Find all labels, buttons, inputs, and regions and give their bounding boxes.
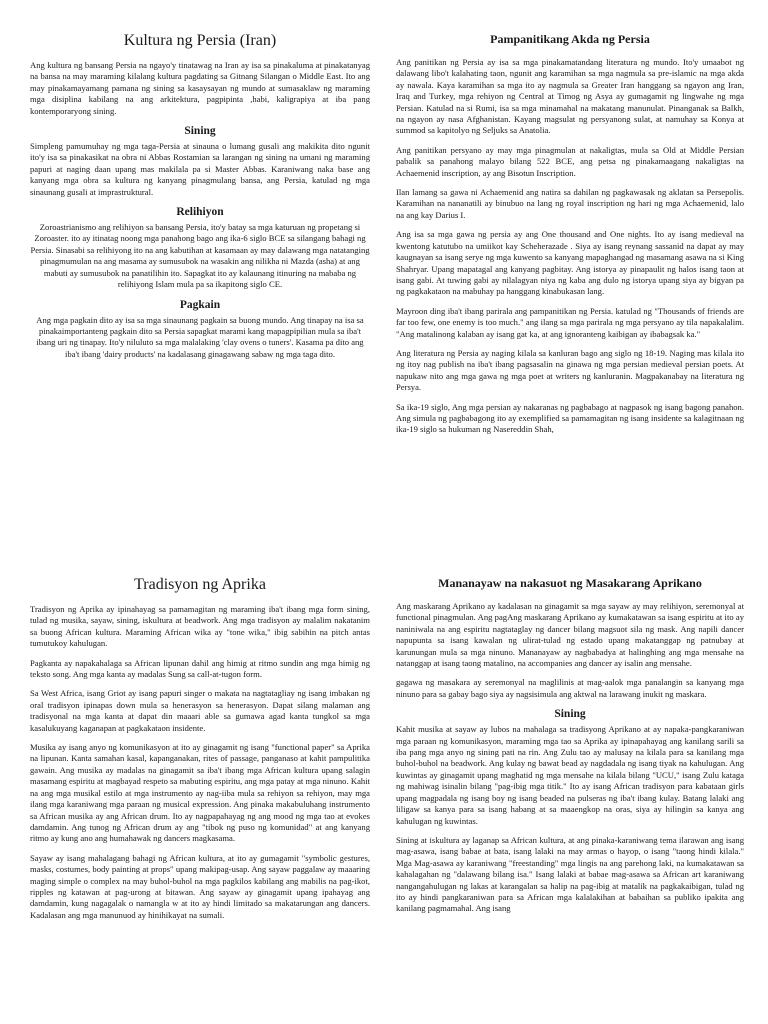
panitikan-paragraph: Ang panitikan persyano ay may mga pinagmulan at nakaligtas, mula sa Old at Middle Persian pabalik sa panahong malayo bilang 522 BCE, ang petsa ng pinakamaagang nakaligtas na Achaemenid inscription, ay ang Bisotun Inscription. [396, 144, 744, 178]
masakara-paragraph: Ang maskarang Aprikano ay kadalasan na ginagamit sa mga sayaw ay may relihiyon, seremonyal at functional pinagmulan. Ang pagAng maskarang Aprikano ay kumakatawan sa isang espiritu at ito ay naniniwala na ang espiritu nagtataglay ng dancer bilang magsuot sila ng mask. Ang napili dancer napupunta sa isang kawalan ng ulirat-tulad ng estado upang makatanggap ng patnubay at karunungan mula sa mga ninuno. Mananayaw ay nagbabadya at halinghing ang mga mensahe na natanggap at isang taong matalino, na accompanies ang dancer ay isalin ang mensahe. [396, 601, 744, 669]
africa-tradition-section [30, 572, 370, 929]
panitikan-paragraph: Ang literatura ng Persia ay naging kilala sa kanluran bago ang siglo ng 18-19. Naging mas kilala ito ng itoy nag publish na iba't ibang pagsasalin na ginawa ng mga persian medieval persian poets. At napukaw nito ang mga gawa ng mga poet at writers ng kanluranin. Magpakanabay na literatura ng Persya. [396, 347, 744, 393]
panitikan-title: Pampanitikang Akda ng Persia [490, 32, 650, 46]
aprika-paragraph: Tradisyon ng Aprika ay ipinahayag sa pamamagitan ng maraming iba't ibang mga form sining, tulad ng musika, sayaw, sining, iskultura at beadwork. Ang mga tradisyon ay malalim nakatanim sa buong African kultura. Maraming African wika ay "tone wika," ibig sabihin na pitch antas tumutukoy kahulugan. [30, 604, 370, 649]
persia-literature-section [396, 28, 744, 444]
persia-pagkain-text: Ang mga pagkain dito ay isa sa mga sinaunang pagkain sa buong mundo. Ang tinapay na isa sa pinakaimportanteng pagkain dito sa Persia sapagkat marami kang mapagpipilian mula sa iba't ibang uri ng tinapay. Ito'y niluluto sa mga malalaking 'clay ovens o tuners'. Kasama pa dito ang iba't ibang 'dairy products' na kadalasang ginagawang sabaw ng mga taga dito. [36, 314, 364, 359]
persia-relihiyon-text: Zoroastrianismo ang relihiyon sa bansang Persia, ito'y batay sa mga katuruan ng propetang si Zoroaster. ito ay itinatag noong mga panahong bago ang ika-6 siglo BCE sa silangang bahagi ng Persia. Sinasabi sa relihiyong ito na ang kabutihan at kasamaan ay may dalawang mga natatanging pinagmumulan na ang masama ay sumusubok na wasakin ang nilikha ni Mazda (asha) at ang mabuti ay sumusubok na panatilihin ito. Sapagkat ito ay kalaunang itinuring na mababa ng relihiyong Islam mula pa sa ikapitong siglo CE. [30, 222, 370, 290]
panitikan-paragraph: Sa ika-19 siglo, Ang mga persian ay nakaranas ng pagbabago at nagpasok ng isang bagong panahon. Ang simula ng pagbabagong ito ay exemplified sa pamamagitan ng isang insidente sa kalagitnaan ng ika-19 siglo sa hukuman ng Nasereddin Shah, [396, 401, 744, 435]
persia-sining-heading: Sining [184, 125, 216, 138]
persia-intro: Ang kultura ng bansang Persia na ngayo'y tinatawag na Iran ay isa sa pinakaluma at pinakatanyag na bansa na may maraming kilalang kultura pagdating sa Gitnang Silangan o Middle East. Ito ang may pinakamayamang pamana ng sining sa kasaysayan ng mundo at sumasaklaw ng maraming mga disiplina kabilang na ang arkitektura, pagpipinta ,habi, kaligrapiya at iba pang kontemporaryong sining. [30, 60, 370, 116]
masakara-sining-heading: Sining [554, 708, 586, 721]
aprika-paragraph: Musika ay isang anyo ng komunikasyon at ito ay ginagamit ng isang "functional paper" sa Aprika na lipunan. Kanta samahan kasal, kapanganakan, rites of passage, panganaso at kahit pampulitika gawain. Ang musika ay madalas na ginagamit sa iba't ibang mga African kultura upang salagin masamang espiritu at magbayad respeto sa mabuting espiritu, ang mga patay at mga ninuno. Kahit na ang mga musikal estilo at mga instrumento ay nag-iiba mula sa rehiyon sa rehiyon, may mga ilang mga karaniwang mga paraan ng musical expression. Ang pinaka makabuluhang instrumento sa African musika ay ang African drum. Ito ay nagpapahayag ng ang mood ng mga tao at evokes damdamin. Ang tunog ng African drum ay ang "tibok ng puso ng komunidad" at ang kanyang ritmo ay kung ano ang humahawak ng dancers magkasama. [30, 742, 370, 844]
aprika-title: Tradisyon ng Aprika [134, 576, 266, 593]
persia-relihiyon-heading: Relihiyon [176, 206, 224, 219]
masakara-title: Mananayaw na nakasuot ng Masakarang Aprikano [438, 576, 702, 590]
aprika-paragraph: Pagkanta ay napakahalaga sa African lipunan dahil ang himig at ritmo sundin ang mga himig ng teksto song. Ang mga kanta ay madalas Sung sa call-at-tugon form. [30, 657, 370, 680]
aprika-paragraph: Sayaw ay isang mahalagang bahagi ng African kultura, at ito ay gumagamit "symbolic gestures, masks, costumes, body painting at props" upang makipag-usap. Ang sayaw paggalaw ay maaaring maging simple o complex na may buhol-buhol na mga pagkilos kabilang ang mabilis na pag-ikot, ripples ng katawan at pag-urong at bitawan. Ang sayaw ay ginagamit upang ipahayag ang damdamin, kung nagagalak o namangla w at ito ay hindi limitado sa makatarungan ang dancers. Kadalasan ang mga manunuod ay hinihikayat na sumali. [30, 852, 370, 920]
persia-culture-section [30, 28, 370, 364]
masakara-sining-paragraph: Sining at iskultura ay laganap sa African kultura, at ang pinaka-karaniwang tema ilarawan ang isang mag-asawa, isang babae at bata, isang lalaki na may armas o hayop, o isang "taong hindi kilala." Mga Mag-asawa ay karaniwang "freestanding" mga lingis na ang parehong laki, na kumakatawan sa kahalagahan ng "dalawang bilang isa." Isang lalaki at babae mag-asawa sa African art karaniwang nangangahulugan ng lakas at karangalan sa halip na pag-ibig at matalik na pagkakaibigan, tulad ng ito ay hindi pangkaraniwan para sa African mga kalalakihan at babaihan sa publiko ipakita ang kanilang pagmamahal. Ang isang [396, 834, 744, 914]
africa-mask-section [396, 572, 744, 923]
persia-title: Kultura ng Persia (Iran) [123, 32, 277, 49]
persia-pagkain-heading: Pagkain [179, 298, 221, 311]
masakara-sining-paragraph: Kahit musika at sayaw ay lubos na mahalaga sa tradisyong Aprikano at ay napaka-pangkaraniwan mga paraan ng komunikasyon, maraming mga tao sa Aprika ay ipinapahayag ang kanilang sarili sa iba pang mga anyo ng sining pati na rin. Ang Zulu tao ay malusay na kilala para sa kanilang mga buhol-buhol na beadwork. Ang kulay ng bawat bead ay nagdadala ng isang tiyak na kahulugan. Ang kuwintas ay ginagamit upang maghatid ng mga mensahe na kilala bilang "UCU," isang Zulu kataga ng mahiwag isinalin bilang "pag-ibig mga titik." Ito ay isang African tradisyon para kabataan girls upang magpadala ng isang boy ng isang beaded na pulseras ng iba't ibang kulay. Batang lalaki ang liligaw sa kanya para sa isang habang at sa maaengkop na oras, siya ay hilingin sa kanya ang kahulugan ng kuwintas. [396, 724, 744, 826]
panitikan-paragraph: Mayroon ding iba't ibang parirala ang pampanitikan ng Persia. katulad ng "Thousands of friends are far too few, one enemy is too much." ang ilang sa mga parirala ng mga persyano ay tila napakalalim. "Ang matalinong kalaban ay isang gat ka, at ang ignoranteng kaibigan ay ibabagsak ka." [396, 305, 744, 339]
panitikan-paragraph: Ang panitikan ng Persia ay isa sa mga pinakamatandang literatura ng mundo. Ito'y umaabot ng dalawang libo't kalahating taon, ngunit ang karamihan sa mga nagmula sa pre-islamic na mga akda ay nawala. Kaya karamihan sa mga ito ay nagmula sa Greater Iran hanggang sa ngayon ang Iran, Iraq and Turkey, mga rehiyon ng Central at Timog ng Asya ay gumagamit ng lingwahe ng mga Persian. Katulad na si Rumi, isa sa mga minamahal na makatang manunulat. Pinanganak sa Balkh, na ngayon ay nasa Afghanistan. Kayang magsulat ng persyanong sulat, at namuhay sa Konya at summod sa kapitolyo ng Seljuks sa Anatolia. [396, 57, 744, 136]
masakara-paragraph: gagawa ng masakara ay seremonyal na maglilinis at mag-aalok mga panalangin sa kanyang mga ninuno para sa gabay bago siya ay nagsisimula ang aktwal na larawang inukit ng maskara. [396, 677, 744, 699]
persia-sining-text: Simpleng pamumuhay ng mga taga-Persia at sinauna o lumang gusali ang makikita dito ngunit ito'y isa sa pinakasikat na obra ni Abbas Rostamian sa larangan ng sining na umani ng maraming papuri at naging daan upang mas makilala pa si Master Abbas. Karaniwang naka base ang kanyang mga obra sa kultura ng kanyang pinagmulang bansa, ang Persia, katulad ng mga sinaunang gusali at imprastruktural. [30, 141, 370, 197]
aprika-paragraph: Sa West Africa, isang Griot ay isang papuri singer o makata na nagtatagliay ng isang imbakan ng oral tradisyon ipinapas down mula sa henerasyon sa henerasyon. Dapat silang malaman ang tradisyonal na mga kanta at dapat din maaari able sa gumawa agad kanta tungkol sa mga kasalukuyang kaganapan at pagkakataon insidente. [30, 688, 370, 733]
panitikan-paragraph: Ilan lamang sa gawa ni Achaemenid ang natira sa dahilan ng pagkawasak ng aklatan sa Persepolis. Karamihan na nananatili ay binubuo na lang ng royal inscription ng hari ng mga Achaemenid, lalo na ang kay Darius I. [396, 187, 744, 220]
panitikan-paragraph: Ang isa sa mga gawa ng persia ay ang One thousand and One nights. Ito ay isang medieval na kwentong katutubo na umiikot kay Scheherazade . Siya ay isang reynang sassanid na dapat ay may kaugnayan sa isang serye ng mga kuwento sa kanyang mapaghangad ng masamang asawa na si King Shahryar. Upang mapatagal ang kanyang pagbitay. Ang istorya ay pinapaulit ng halos isang taon at isang gabi. At tuwing gabi ay nilalagyan niya ng kaba ang dulo ng istorya upang siya ay bigyan pa ng pagkakataon na mabuhay pa hanggang kinabukasan lang. [396, 229, 744, 297]
